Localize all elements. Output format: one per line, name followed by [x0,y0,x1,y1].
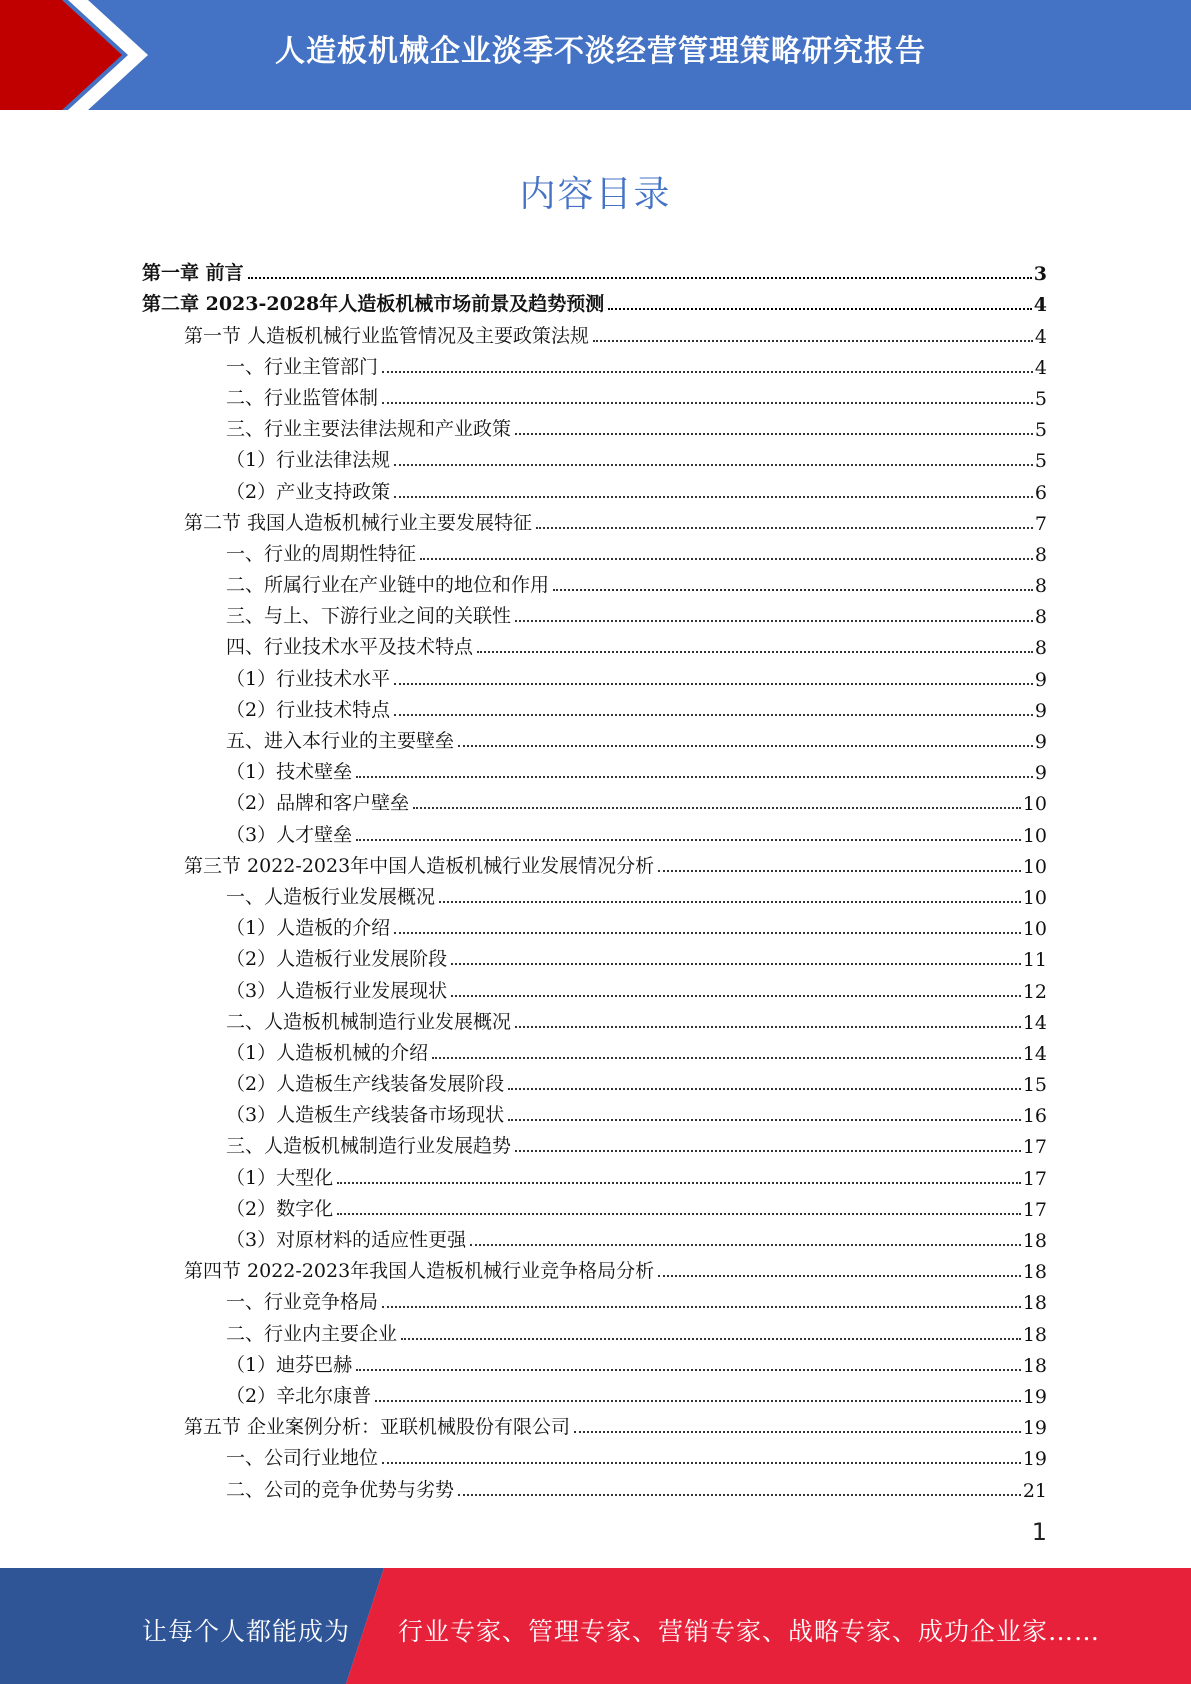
toc-entry[interactable] [142,815,1047,846]
report-title: 人造板机械企业淡季不淡经营管理策略研究报告 [275,34,926,69]
toc-entry[interactable] [142,1127,1047,1158]
toc-entry-page: 18 [1022,1323,1047,1346]
toc-entry[interactable] [142,1034,1047,1065]
toc-entry-label: （2）辛北尔康普 [226,1384,372,1407]
toc-entry[interactable] [142,1221,1047,1252]
toc-entry[interactable] [142,971,1047,1002]
toc-entry-page: 3 [1033,263,1047,286]
toc-dot-leader [382,1306,1021,1308]
toc-dot-leader [470,1244,1021,1246]
toc-entry[interactable] [142,1408,1047,1439]
toc-dot-leader [458,1494,1021,1496]
toc-entry-page: 8 [1034,606,1047,629]
toc-entry-label: （1）人造板的介绍 [226,917,391,940]
toc-entry-page: 4 [1034,356,1047,379]
toc-entry[interactable] [142,628,1047,659]
toc-dot-leader [658,1275,1021,1277]
toc-entry-page: 18 [1022,1261,1047,1284]
toc-entry-label: 第一节 人造板机械行业监管情况及主要政策法规 [184,324,590,347]
toc-entry[interactable] [142,1065,1047,1096]
toc-entry-page: 17 [1022,1167,1047,1190]
toc-entry-label: 二、公司的竞争优势与劣势 [226,1478,455,1501]
toc-dot-leader [553,589,1033,591]
toc-entry-label: 一、公司行业地位 [226,1447,379,1470]
toc-entry[interactable] [142,1283,1047,1314]
toc-entry-label: （3）对原材料的适应性更强 [226,1229,467,1251]
toc-entry[interactable] [142,1314,1047,1345]
toc-entry[interactable] [142,441,1047,472]
toc-entry[interactable] [142,784,1047,815]
toc-entry[interactable] [142,659,1047,690]
toc-entry-page: 10 [1022,793,1047,816]
toc-title: 内容目录 [519,174,672,215]
toc-entry-label: 三、行业主要法律法规和产业政策 [226,418,512,441]
toc-dot-leader [401,1338,1021,1340]
toc-entry-label: （3）人才壁垒 [226,823,353,846]
toc-entry[interactable] [142,878,1047,909]
toc-entry-page: 6 [1034,481,1047,504]
toc-entry[interactable] [142,1439,1047,1470]
toc-dot-leader [356,1369,1021,1371]
toc-entry[interactable] [142,504,1047,535]
toc-entry[interactable] [142,410,1047,441]
toc-entry-page: 10 [1022,855,1047,878]
toc-entry-label: （1）大型化 [226,1166,334,1189]
toc-entry-page: 19 [1022,1417,1047,1440]
toc-entry-page: 8 [1034,543,1047,566]
toc-entry-page: 7 [1034,512,1047,535]
toc-dot-leader [458,745,1033,747]
toc-entry[interactable] [142,753,1047,784]
toc-entry-page: 19 [1022,1385,1047,1408]
toc-dot-leader [515,620,1033,622]
toc-dot-leader [394,464,1033,466]
toc-entry-label: （2）品牌和客户壁垒 [226,792,410,815]
toc-entry[interactable] [142,909,1047,940]
toc-entry[interactable] [142,597,1047,628]
toc-entry-label: 二、所属行业在产业链中的地位和作用 [226,574,550,597]
toc-dot-leader [337,1182,1021,1184]
toc-entry[interactable] [142,285,1047,316]
toc-entry-page: 18 [1022,1354,1047,1377]
toc-entry-page: 9 [1034,699,1047,722]
toc-entry-label: （2）行业技术特点 [226,698,391,721]
toc-entry-label: 第二节 我国人造板机械行业主要发展特征 [184,511,533,534]
toc-entry-label: 一、行业的周期性特征 [226,542,417,565]
toc-entry-page: 9 [1034,668,1047,691]
toc-entry-page: 12 [1022,980,1047,1003]
toc-entry[interactable] [142,1470,1047,1501]
toc-entry-label: （1）人造板机械的介绍 [226,1041,429,1064]
toc-entry-page: 5 [1034,450,1047,473]
toc-dot-leader [508,1088,1021,1090]
toc-entry-label: 第一章 前言 [142,262,244,285]
toc-entry-page: 18 [1022,1230,1047,1252]
toc-dot-leader [248,277,1032,279]
toc-entry-page: 17 [1022,1136,1047,1159]
toc-dot-leader [451,963,1021,965]
toc-entry[interactable] [142,691,1047,722]
toc-dot-leader [356,839,1021,841]
toc-entry-page: 21 [1022,1479,1047,1502]
toc-entry-page: 14 [1022,1042,1047,1065]
footer-slogan-right: 行业专家、管理专家、营销专家、战略专家、成功企业家…… [398,1617,1101,1646]
table-of-contents [142,254,1047,1502]
toc-entry-page: 17 [1022,1198,1047,1221]
toc-entry-page: 8 [1034,637,1047,660]
toc-entry[interactable] [142,1158,1047,1189]
toc-entry[interactable] [142,722,1047,753]
toc-dot-leader [439,901,1021,903]
toc-entry[interactable] [142,472,1047,503]
toc-dot-leader [515,1026,1021,1028]
toc-dot-leader [515,1150,1021,1152]
toc-entry[interactable] [142,1096,1047,1127]
toc-dot-leader [394,714,1033,716]
toc-entry-page: 9 [1034,762,1047,785]
toc-entry[interactable] [142,348,1047,379]
toc-entry-label: 二、人造板机械制造行业发展概况 [226,1010,512,1033]
toc-entry-label: （3）人造板行业发展现状 [226,979,448,1002]
toc-dot-leader [382,371,1033,373]
toc-entry-label: 一、行业主管部门 [226,355,379,378]
toc-dot-leader [394,932,1021,934]
toc-entry-label: 三、人造板机械制造行业发展趋势 [226,1135,512,1158]
toc-entry-page: 11 [1022,949,1047,972]
toc-entry-label: 第二章 2023-2028年人造板机械市场前景及趋势预测 [142,293,605,316]
toc-entry-page: 19 [1022,1448,1047,1471]
toc-entry-label: 五、进入本行业的主要壁垒 [226,730,455,752]
toc-entry-page: 8 [1034,575,1047,598]
toc-entry-page: 5 [1034,387,1047,410]
toc-dot-leader [515,433,1033,435]
toc-entry-page: 14 [1022,1011,1047,1034]
toc-dot-leader [337,1213,1021,1215]
toc-entry-label: （1）行业法律法规 [226,449,391,472]
toc-dot-leader [375,1400,1021,1402]
toc-entry-label: 第三节 2022-2023年中国人造板机械行业发展情况分析 [184,854,655,877]
toc-entry-label: （2）产业支持政策 [226,480,391,503]
toc-dot-leader [574,1431,1021,1433]
toc-dot-leader [508,1119,1021,1121]
toc-entry[interactable] [142,1252,1047,1283]
page-header [0,0,1191,110]
toc-entry-label: （1）行业技术水平 [226,667,391,690]
toc-entry-page: 16 [1022,1105,1047,1128]
toc-entry[interactable] [142,1377,1047,1408]
toc-entry[interactable] [142,535,1047,566]
toc-entry-page: 9 [1034,731,1047,753]
toc-dot-leader [413,807,1021,809]
toc-entry-page: 4 [1034,325,1047,348]
toc-entry[interactable] [142,1346,1047,1377]
toc-entry-label: 三、与上、下游行业之间的关联性 [226,605,512,628]
toc-entry[interactable] [142,566,1047,597]
toc-dot-leader [382,1462,1021,1464]
toc-dot-leader [394,683,1033,685]
toc-entry-label: 四、行业技术水平及技术特点 [226,636,474,659]
toc-entry-page: 10 [1022,824,1047,847]
toc-dot-leader [608,308,1032,310]
toc-entry-page: 18 [1022,1292,1047,1315]
toc-entry-label: （2）数字化 [226,1197,334,1220]
page-number: 1 [1031,1518,1047,1546]
toc-entry[interactable] [142,379,1047,410]
toc-entry[interactable] [142,316,1047,347]
toc-entry-label: （2）人造板生产线装备发展阶段 [226,1073,505,1096]
toc-dot-leader [382,402,1033,404]
toc-dot-leader [394,496,1033,498]
toc-entry-label: 二、行业内主要企业 [226,1322,398,1345]
toc-entry-label: 第五节 企业案例分析：亚联机械股份有限公司 [184,1416,571,1439]
toc-entry-label: 一、行业竞争格局 [226,1291,379,1314]
toc-entry-label: （1）迪芬巴赫 [226,1353,353,1376]
toc-dot-leader [420,558,1033,560]
toc-entry-page: 15 [1022,1074,1047,1097]
toc-entry-label: 一、人造板行业发展概况 [226,885,436,908]
toc-dot-leader [536,527,1033,529]
toc-entry-page: 5 [1034,419,1047,442]
toc-entry-label: （1）技术壁垒 [226,761,353,784]
toc-entry[interactable] [142,1003,1047,1034]
toc-entry-label: 第四节 2022-2023年我国人造板机械行业竞争格局分析 [184,1260,655,1283]
toc-entry-label: （2）人造板行业发展阶段 [226,948,448,971]
toc-entry[interactable] [142,940,1047,971]
toc-entry[interactable] [142,254,1047,285]
page-footer [0,1568,1191,1684]
toc-entry-page: 10 [1022,886,1047,909]
toc-dot-leader [451,995,1021,997]
footer-slogan-left: 让每个人都能成为 [142,1617,351,1646]
toc-dot-leader [432,1057,1021,1059]
toc-entry[interactable] [142,1190,1047,1221]
toc-entry[interactable] [142,847,1047,878]
toc-dot-leader [658,870,1021,872]
toc-dot-leader [356,776,1033,778]
toc-entry-label: 二、行业监管体制 [226,386,379,409]
toc-entry-label: （3）人造板生产线装备市场现状 [226,1104,505,1127]
toc-entry-page: 10 [1022,918,1047,941]
toc-entry-page: 4 [1033,294,1047,317]
toc-dot-leader [593,340,1033,342]
toc-dot-leader [477,651,1033,653]
